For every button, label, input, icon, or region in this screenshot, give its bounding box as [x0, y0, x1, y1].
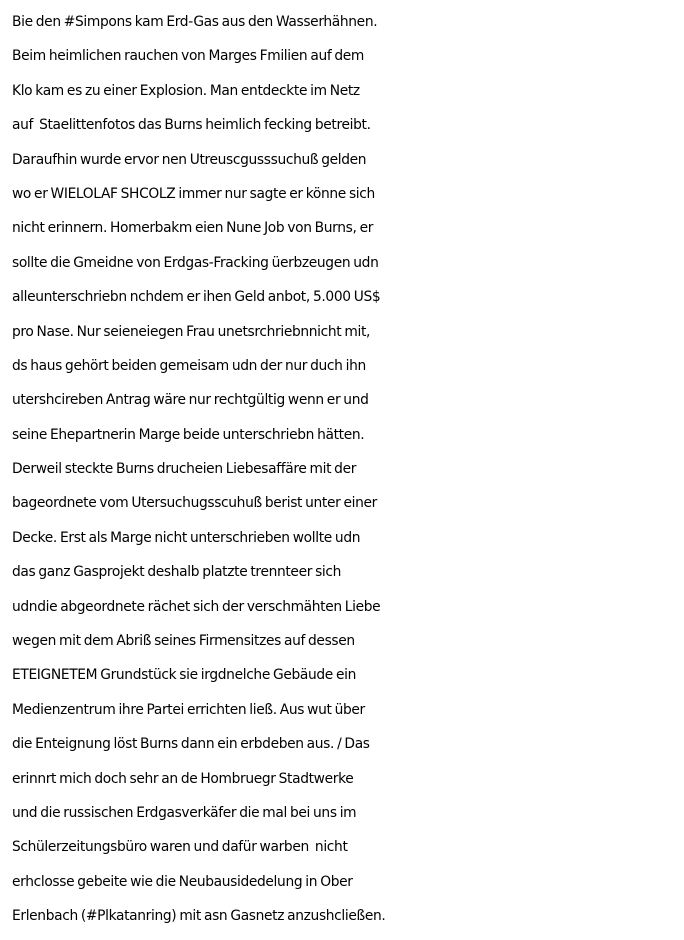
text-line: Bie den #Simpons kam Erd-Gas aus den Wasserhähnen. — [12, 14, 378, 30]
text-line: Derweil steckte Burns drucheien Liebesaffäre mit der — [12, 461, 357, 478]
text-line: nicht erinnern. Homerbakm eien Nune Job von Burns, er — [12, 220, 374, 237]
text-line: ETEIGNETEM Grundstück sie irgdnelche Gebäude ein — [12, 667, 356, 684]
text-line: udndie abgeordnete rächet sich der verschmähten Liebe — [12, 598, 381, 615]
text-line: wegen mit dem Abriß seines Firmensitzes auf dessen — [12, 633, 355, 650]
text-line: alleunterschriebn nchdem er ihen Geld anbot, 5.000 US$ — [12, 289, 381, 306]
text-line: und die russischen Erdgasverkäfer die mal bei uns im — [12, 804, 357, 821]
text-line: Medienzentrum ihre Partei errichten ließ. Aus wut über — [12, 701, 365, 718]
text-line: Daraufhin wurde ervor nen Utreuscgusssuchuß gelden — [12, 151, 367, 168]
text-line: bageordnete vom Utersuchugsscuhuß berist unter einer — [12, 495, 377, 512]
text-line: utershcireben Antrag wäre nur rechtgültig wenn er und — [12, 392, 369, 409]
text-line: die Enteignung löst Burns dann ein erbdeben aus. / Das — [12, 736, 370, 753]
text-line: erhclosse gebeite wie die Neubausidedelung in Ober — [12, 873, 353, 890]
text-line: Decke. Erst als Marge nicht unterschrieben wollte udn — [12, 529, 361, 546]
text-line: erinnrt mich doch sehr an de Hombruegr Stadtwerke — [12, 770, 354, 787]
text-line: Erlenbach (#Plkatanring) mit asn Gasnetz anzushcließen. — [12, 908, 386, 925]
text-line: Schülerzeitungsbüro waren und dafür warben nicht — [12, 839, 348, 856]
text-line: das ganz Gasprojekt deshalb platzte trennteer sich — [12, 564, 342, 581]
text-line: Beim heimlichen rauchen von Marges Fmilien auf dem — [12, 48, 365, 65]
text-line: ds haus gehört beiden gemeisam udn der nur duch ihn — [12, 357, 366, 374]
text-line: Klo kam es zu einer Explosion. Man entdeckte im Netz — [12, 82, 360, 99]
document-text — [12, 5, 680, 934]
text-line: sollte die Gmeidne von Erdgas-Fracking üerbzeugen udn — [12, 254, 379, 271]
text-line: auf Staelittenfotos das Burns heimlich fecking betreibt. — [12, 117, 371, 134]
text-line: wo er WIELOLAF SHCOLZ immer nur sagte er könne sich — [12, 185, 375, 202]
text-line: pro Nase. Nur seieneiegen Frau unetsrchriebnnicht mit, — [12, 323, 371, 340]
text-line: seine Ehepartnerin Marge beide unterschriebn hätten. — [12, 426, 365, 443]
